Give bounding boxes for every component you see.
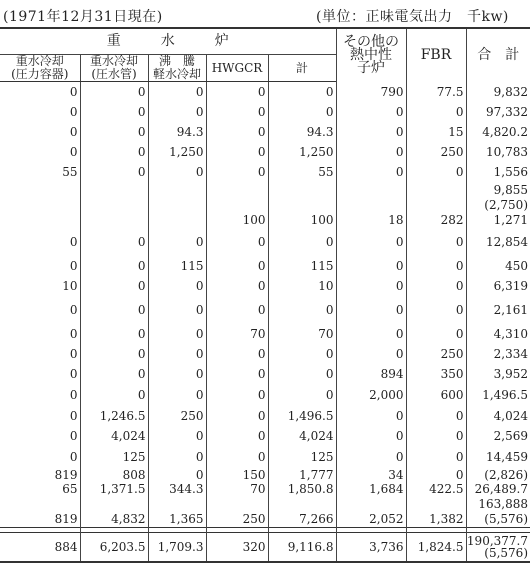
table-cell: 9,832	[466, 82, 530, 103]
table-cell: 894	[336, 364, 406, 384]
table-row	[0, 82, 530, 103]
table-cell: 0	[69, 85, 78, 99]
table-cell	[268, 496, 336, 511]
table-cell: 0	[406, 406, 466, 426]
table-cell: 125	[80, 446, 148, 468]
table-cell: 0	[148, 384, 206, 406]
header-pressure-tube	[80, 55, 148, 82]
table-row	[0, 197, 530, 212]
table-cell: 0	[336, 344, 406, 364]
table-cell: 0	[206, 426, 268, 446]
table-cell: 0	[336, 228, 406, 256]
table-cell: 115	[148, 256, 206, 276]
table-cell: 0	[268, 296, 336, 324]
table-cell	[268, 182, 336, 197]
table-cell	[80, 197, 148, 212]
table-cell	[0, 197, 80, 212]
table-cell: 163,888	[466, 496, 530, 511]
table-row	[0, 511, 530, 528]
table-cell: 4,310	[466, 324, 530, 344]
table-cell	[0, 496, 80, 511]
table-cell: 0	[69, 450, 78, 464]
table-cell: 0	[148, 102, 206, 122]
table-row	[0, 468, 530, 482]
table-cell: 0	[336, 296, 406, 324]
table-cell: 0	[206, 364, 268, 384]
total-cell: 9,116.8	[268, 533, 336, 563]
table-cell: 0	[406, 276, 466, 296]
table-cell: 0	[268, 364, 336, 384]
table-cell: 0	[69, 347, 78, 361]
table-cell: 0	[268, 82, 336, 103]
table-cell: 0	[148, 162, 206, 182]
table-cell: (5,576)	[466, 511, 530, 528]
total-cell: 3,736	[336, 533, 406, 563]
table-cell: (2,826)	[466, 468, 530, 482]
grand-total-value: 190,377.7	[466, 534, 528, 548]
table-cell	[0, 212, 80, 228]
table-cell: 70	[206, 324, 268, 344]
table-cell: 150	[206, 468, 268, 482]
table-cell: 100	[268, 212, 336, 228]
table-cell: 0	[69, 367, 78, 381]
table-cell: 1,777	[268, 468, 336, 482]
table-cell: 0	[206, 82, 268, 103]
table-cell: 0	[69, 409, 78, 423]
table-cell: 9,855	[466, 182, 530, 197]
table-cell	[206, 496, 268, 511]
table-cell: 0	[406, 324, 466, 344]
table-cell: 2,334	[466, 344, 530, 364]
table-cell: 0	[148, 426, 206, 446]
table-row	[0, 182, 530, 197]
table-cell: 0	[206, 122, 268, 142]
table-cell: 250	[148, 406, 206, 426]
table-cell: 1,371.5	[80, 482, 148, 496]
table-cell: 0	[206, 406, 268, 426]
table-cell: 10,783	[466, 142, 530, 162]
table-cell: 282	[406, 212, 466, 228]
table-cell: 70	[268, 324, 336, 344]
table-cell: 18	[336, 212, 406, 228]
table-cell: 0	[80, 364, 148, 384]
table-cell	[148, 182, 206, 197]
table-row	[0, 276, 530, 296]
table-cell	[406, 197, 466, 212]
table-cell: 0	[148, 344, 206, 364]
header-c2-line2: (圧水管)	[91, 67, 137, 81]
table-row	[0, 482, 530, 496]
table-cell: 10	[268, 276, 336, 296]
table-cell: 0	[406, 256, 466, 276]
table-cell: 344.3	[148, 482, 206, 496]
header-heavy-water-reactor: 重水炉	[0, 28, 336, 55]
table-cell: 0	[69, 429, 78, 443]
table-cell: 0	[80, 228, 148, 256]
table-cell: 2,052	[336, 511, 406, 528]
table-cell: 250	[406, 344, 466, 364]
header-total: 合 計	[466, 28, 530, 82]
total-row	[0, 533, 530, 563]
table-row	[0, 256, 530, 276]
table-cell: 6,319	[466, 276, 530, 296]
table-cell: 1,365	[148, 511, 206, 528]
table-cell: 2,161	[466, 296, 530, 324]
table-cell: 0	[206, 344, 268, 364]
table-cell: 0	[268, 344, 336, 364]
header-other-line3: 子炉	[357, 59, 385, 76]
header-c1-line1: 重水冷却	[15, 54, 64, 68]
table-cell: 0	[206, 142, 268, 162]
table-row	[0, 324, 530, 344]
table-cell: 1,684	[336, 482, 406, 496]
header-other-line1: その他の	[343, 33, 399, 50]
header-c3-line1: 沸 騰	[158, 54, 195, 68]
table-cell	[148, 496, 206, 511]
date-caption: (1971年12月31日現在)	[3, 9, 163, 25]
table-row	[0, 142, 530, 162]
table-cell: 600	[406, 384, 466, 406]
table-cell: 4,820.2	[466, 122, 530, 142]
table-cell: 0	[148, 82, 206, 103]
table-cell: 0	[406, 296, 466, 324]
table-cell: 1,250	[268, 142, 336, 162]
table-cell: 0	[336, 162, 406, 182]
table-cell: 0	[406, 162, 466, 182]
table-cell: 4,024	[268, 426, 336, 446]
table-cell: 0	[406, 228, 466, 256]
table-cell: 0	[80, 102, 148, 122]
table-cell: 0	[336, 324, 406, 344]
table-cell: 94.3	[148, 122, 206, 142]
table-cell: 0	[336, 276, 406, 296]
table-cell: 0	[80, 384, 148, 406]
header-other-line2: 熱中性	[350, 46, 392, 63]
table-cell: 0	[148, 296, 206, 324]
table-cell: 2,569	[466, 426, 530, 446]
table-row	[0, 162, 530, 182]
table-row	[0, 406, 530, 426]
table-row	[0, 496, 530, 511]
table-cell: 115	[268, 256, 336, 276]
table-cell: 819	[54, 512, 78, 526]
header-hwgcr: HWGCR	[206, 55, 268, 82]
table-cell: 0	[69, 327, 78, 341]
table-cell: 100	[206, 212, 268, 228]
table-cell	[80, 212, 148, 228]
table-cell: 0	[406, 446, 466, 468]
table-cell: 1,496.5	[268, 406, 336, 426]
table-cell: 0	[406, 426, 466, 446]
table-cell: 3,952	[466, 364, 530, 384]
table-cell: 1,556	[466, 162, 530, 182]
table-cell: 1,850.8	[268, 482, 336, 496]
table-cell: 790	[336, 82, 406, 103]
table-row	[0, 122, 530, 142]
table-cell: 0	[268, 384, 336, 406]
table-cell: (2,750)	[466, 197, 530, 212]
table-cell: 0	[206, 276, 268, 296]
header-subtotal: 計	[268, 55, 336, 82]
table-cell	[148, 197, 206, 212]
table-cell: 0	[406, 102, 466, 122]
table-cell: 0	[148, 228, 206, 256]
table-cell: 0	[80, 122, 148, 142]
table-cell: 250	[206, 511, 268, 528]
table-cell	[336, 197, 406, 212]
table-cell: 1,496.5	[466, 384, 530, 406]
table-cell: 1,271	[466, 212, 530, 228]
table-cell: 450	[466, 256, 530, 276]
table-cell: 14,459	[466, 446, 530, 468]
table-row	[0, 296, 530, 324]
table-cell: 808	[80, 468, 148, 482]
table-cell: 55	[62, 165, 78, 179]
table-cell: 4,024	[466, 406, 530, 426]
table-cell: 0	[148, 324, 206, 344]
total-cell: 884	[0, 533, 80, 563]
table-cell	[206, 182, 268, 197]
table-cell: 0	[206, 162, 268, 182]
table-cell: 0	[80, 82, 148, 103]
header-pressure-vessel	[0, 55, 80, 82]
table-cell: 0	[80, 256, 148, 276]
table-cell: 1,382	[406, 511, 466, 528]
table-cell: 0	[268, 102, 336, 122]
table-cell: 0	[80, 142, 148, 162]
table-row	[0, 426, 530, 446]
header-other-thermal-reactor	[336, 28, 406, 82]
table-cell: 819	[54, 468, 78, 482]
table-row	[0, 446, 530, 468]
header-c2-line1: 重水冷却	[89, 54, 138, 68]
table-cell: 0	[206, 228, 268, 256]
heavy-water-reactor-table	[0, 27, 530, 563]
table-cell: 4,024	[80, 426, 148, 446]
table-cell: 0	[336, 426, 406, 446]
table-cell: 1,246.5	[80, 406, 148, 426]
unit-caption: (単位：正味電気出力 千kw)	[316, 9, 509, 25]
table-cell: 0	[206, 256, 268, 276]
table-cell: 94.3	[268, 122, 336, 142]
table-cell	[80, 496, 148, 511]
header-boiling-light-water	[148, 55, 206, 82]
table-cell: 0	[406, 468, 466, 482]
table-cell: 0	[69, 388, 78, 402]
table-cell: 0	[80, 276, 148, 296]
total-cell: 1,824.5	[406, 533, 466, 563]
total-cell: 320	[206, 533, 268, 563]
table-cell: 0	[80, 296, 148, 324]
table-cell: 0	[336, 256, 406, 276]
table-cell: 65	[62, 482, 78, 496]
table-cell: 0	[69, 125, 78, 139]
table-cell	[336, 182, 406, 197]
table-cell: 10	[62, 279, 78, 293]
table-cell: 0	[148, 276, 206, 296]
table-row	[0, 228, 530, 256]
table-row	[0, 384, 530, 406]
table-cell: 0	[336, 446, 406, 468]
table-cell	[0, 182, 80, 197]
table-row	[0, 102, 530, 122]
table-cell: 0	[206, 384, 268, 406]
table-cell: 0	[336, 122, 406, 142]
table-cell	[406, 496, 466, 511]
table-cell: 0	[69, 259, 78, 273]
table-cell: 0	[148, 446, 206, 468]
table-cell: 2,000	[336, 384, 406, 406]
table-cell	[406, 182, 466, 197]
table-row	[0, 364, 530, 384]
table-cell: 0	[80, 344, 148, 364]
table-cell: 1,250	[148, 142, 206, 162]
table-cell: 7,266	[268, 511, 336, 528]
table-cell: 0	[80, 324, 148, 344]
table-cell: 0	[206, 102, 268, 122]
table-cell: 0	[69, 303, 78, 317]
table-cell: 26,489.7	[466, 482, 530, 496]
table-cell	[148, 212, 206, 228]
table-cell: 0	[206, 446, 268, 468]
table-cell: 250	[406, 142, 466, 162]
table-cell: 0	[268, 228, 336, 256]
table-cell	[80, 182, 148, 197]
table-cell: 55	[268, 162, 336, 182]
table-cell: 0	[69, 105, 78, 119]
table-cell: 350	[406, 364, 466, 384]
table-cell: 97,332	[466, 102, 530, 122]
table-cell	[268, 197, 336, 212]
grand-total-parenthetical: (5,576)	[484, 546, 528, 560]
table-cell: 125	[268, 446, 336, 468]
header-fbr: FBR	[406, 28, 466, 82]
table-cell: 0	[336, 406, 406, 426]
table-cell: 0	[336, 102, 406, 122]
total-cell	[466, 533, 530, 563]
table-cell: 0	[69, 145, 78, 159]
table-row	[0, 344, 530, 364]
table-cell: 15	[406, 122, 466, 142]
header-c3-line2: 軽水冷却	[152, 67, 201, 81]
table-cell: 12,854	[466, 228, 530, 256]
table-cell: 4,832	[80, 511, 148, 528]
header-c1-line2: (圧力容器)	[11, 67, 69, 81]
table-cell	[336, 496, 406, 511]
table-cell: 34	[336, 468, 406, 482]
table-cell: 0	[80, 162, 148, 182]
table-cell: 0	[69, 235, 78, 249]
table-cell: 0	[206, 296, 268, 324]
table-cell: 422.5	[406, 482, 466, 496]
table-cell: 70	[206, 482, 268, 496]
table-cell: 77.5	[406, 82, 466, 103]
table-cell: 0	[148, 468, 206, 482]
table-cell	[206, 197, 268, 212]
table-cell: 0	[336, 142, 406, 162]
total-cell: 1,709.3	[148, 533, 206, 563]
table-cell: 0	[148, 364, 206, 384]
table-row	[0, 212, 530, 228]
total-cell: 6,203.5	[80, 533, 148, 563]
